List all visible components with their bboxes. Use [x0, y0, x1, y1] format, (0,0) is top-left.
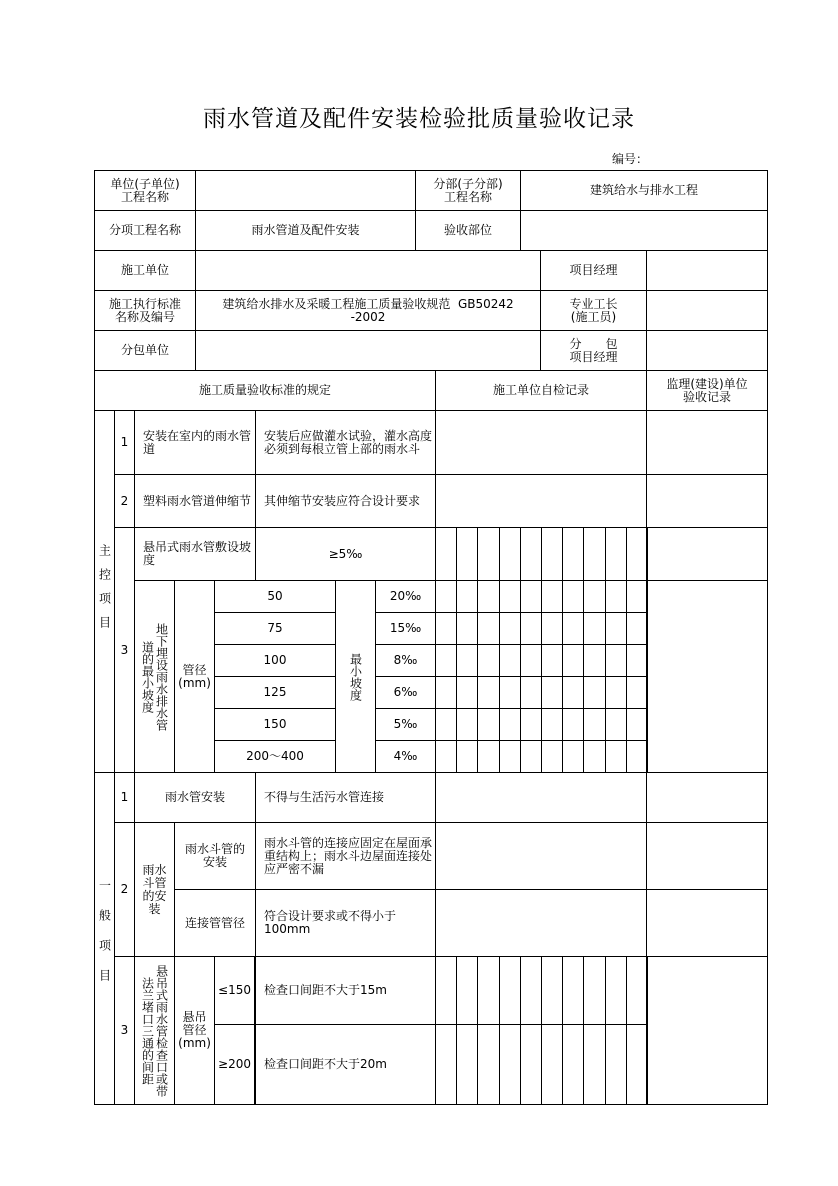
self-check-cell[interactable] — [583, 612, 605, 645]
slope-row-diameter: 150 — [214, 708, 336, 741]
self-check-column-header: 施工单位自检记录 — [435, 370, 647, 411]
hanging-diameter-label: 悬吊管径(mm) — [174, 956, 215, 1105]
connect-pipe-diameter-self-check[interactable] — [435, 889, 647, 957]
self-check-cell[interactable] — [456, 644, 478, 677]
slope-row-diameter: 75 — [214, 612, 336, 645]
self-check-cell[interactable] — [477, 612, 499, 645]
self-check-cell[interactable] — [583, 708, 605, 741]
self-check-cell[interactable] — [435, 676, 457, 709]
project-manager-label: 项目经理 — [540, 250, 647, 291]
subcontractor-value[interactable] — [195, 330, 541, 371]
self-check-cell[interactable] — [605, 580, 627, 613]
general-item-3-no: 3 — [114, 956, 135, 1105]
self-check-cell[interactable] — [562, 708, 584, 741]
self-check-cell[interactable] — [541, 956, 563, 1025]
slope-row-value: 5‰ — [375, 708, 436, 741]
self-check-cell[interactable] — [562, 956, 584, 1025]
self-check-cell[interactable] — [541, 580, 563, 613]
self-check-cell[interactable] — [499, 956, 521, 1025]
main-item-2-requirement: 其伸缩节安装应符合设计要求 — [255, 474, 436, 528]
self-check-cell[interactable] — [435, 644, 457, 677]
subitem-name-value[interactable]: 雨水管道及配件安装 — [195, 210, 416, 251]
slope-row-value: 8‰ — [375, 644, 436, 677]
slope-row-diameter: 125 — [214, 676, 336, 709]
self-check-cell[interactable] — [626, 1024, 648, 1105]
general-item-2-name: 雨水斗管的安装 — [134, 822, 175, 957]
self-check-cell[interactable] — [605, 527, 627, 581]
self-check-cell[interactable] — [435, 527, 457, 581]
self-check-cell[interactable] — [435, 956, 457, 1025]
self-check-cell[interactable] — [477, 1024, 499, 1105]
self-check-cell[interactable] — [499, 708, 521, 741]
self-check-cell[interactable] — [499, 740, 521, 773]
general-item-1-requirement: 不得与生活污水管连接 — [255, 772, 436, 823]
supervision-column-header: 监理(建设)单位 验收记录 — [646, 370, 768, 411]
subitem-name-label: 分项工程名称 — [94, 210, 196, 251]
main-item-2-self-check[interactable] — [435, 474, 647, 528]
slope-row-value: 15‰ — [375, 612, 436, 645]
self-check-cell[interactable] — [456, 708, 478, 741]
self-check-cell[interactable] — [626, 676, 648, 709]
self-check-cell[interactable] — [456, 1024, 478, 1105]
general-items-group-label: 一般项目 — [94, 772, 115, 1105]
general-item-1-name: 雨水管安装 — [134, 772, 256, 823]
pipe-diameter-label: 管径(mm) — [174, 580, 215, 773]
self-check-cell[interactable] — [562, 1024, 584, 1105]
unit-name-value[interactable] — [195, 170, 416, 211]
self-check-cell[interactable] — [520, 527, 542, 581]
cleanout-row-requirement: 检查口间距不大于15m — [255, 956, 436, 1025]
self-check-cell[interactable] — [583, 1024, 605, 1105]
self-check-cell[interactable] — [456, 527, 478, 581]
main-item-3-no — [114, 527, 135, 773]
self-check-cell[interactable] — [499, 644, 521, 677]
self-check-cell[interactable] — [456, 612, 478, 645]
cleanout-spacing-name: 悬吊式雨水管检查口或带法兰堵口三通的间距 — [134, 956, 175, 1105]
connect-pipe-diameter-requirement: 符合设计要求或不得小于100mm — [255, 889, 436, 957]
slope-row-value: 20‰ — [375, 580, 436, 613]
buried-slope-supervision[interactable] — [646, 580, 768, 773]
self-check-cell[interactable] — [626, 956, 648, 1025]
self-check-cell[interactable] — [605, 644, 627, 677]
self-check-cell[interactable] — [626, 580, 648, 613]
self-check-cell[interactable] — [520, 708, 542, 741]
standard-value[interactable]: 建筑给水排水及采暖工程施工质量验收规范 GB50242 -2002 — [195, 290, 541, 331]
inspection-part-label: 验收部位 — [415, 210, 521, 251]
inspection-part-value[interactable] — [520, 210, 768, 251]
self-check-cell[interactable] — [499, 612, 521, 645]
rain-bucket-install-supervision[interactable] — [646, 822, 768, 890]
slope-row-diameter: 200～400 — [214, 740, 336, 773]
self-check-cell[interactable] — [541, 1024, 563, 1105]
slope-row-diameter: 100 — [214, 644, 336, 677]
hanging-slope-name: 悬吊式雨水管敷设坡度 — [134, 527, 256, 581]
self-check-cell[interactable] — [562, 580, 584, 613]
self-check-cell[interactable] — [562, 740, 584, 773]
cleanout-spacing-supervision[interactable] — [646, 956, 768, 1105]
self-check-cell[interactable] — [562, 644, 584, 677]
project-manager-value[interactable] — [646, 250, 768, 291]
self-check-cell[interactable] — [583, 740, 605, 773]
rain-bucket-install-name: 雨水斗管的安装 — [174, 822, 256, 890]
self-check-cell[interactable] — [520, 644, 542, 677]
cleanout-row-requirement: 检查口间距不大于20m — [255, 1024, 436, 1105]
main-item-2-name: 塑料雨水管道伸缩节 — [134, 474, 256, 528]
self-check-cell[interactable] — [583, 580, 605, 613]
self-check-cell[interactable] — [456, 956, 478, 1025]
self-check-cell[interactable] — [626, 644, 648, 677]
self-check-cell[interactable] — [605, 740, 627, 773]
general-item-1-no: 1 — [114, 772, 135, 823]
self-check-cell[interactable] — [477, 580, 499, 613]
self-check-cell[interactable] — [520, 740, 542, 773]
self-check-cell[interactable] — [520, 676, 542, 709]
standard-column-header: 施工质量验收标准的规定 — [94, 370, 436, 411]
min-slope-label: 最小坡度 — [335, 580, 376, 773]
self-check-cell[interactable] — [583, 956, 605, 1025]
main-item-1-requirement: 安装后应做灌水试验，灌水高度必须到每根立管上部的雨水斗 — [255, 410, 436, 475]
self-check-cell[interactable] — [520, 1024, 542, 1105]
slope-row-value: 4‰ — [375, 740, 436, 773]
self-check-cell[interactable] — [626, 527, 648, 581]
self-check-cell[interactable] — [435, 612, 457, 645]
self-check-cell[interactable] — [541, 676, 563, 709]
self-check-cell[interactable] — [499, 676, 521, 709]
general-item-2-no: 2 — [114, 822, 135, 957]
hanging-slope-requirement: ≥5‰ — [255, 527, 436, 581]
rain-bucket-install-requirement: 雨水斗管的连接应固定在屋面承重结构上；雨水斗边屋面连接处应严密不漏 — [255, 822, 436, 890]
self-check-cell[interactable] — [499, 580, 521, 613]
self-check-cell[interactable] — [520, 580, 542, 613]
main-item-3-no-text: 3 — [120, 642, 129, 657]
main-item-1-supervision[interactable] — [646, 410, 768, 475]
self-check-cell[interactable] — [541, 644, 563, 677]
self-check-cell[interactable] — [456, 676, 478, 709]
division-name-value[interactable]: 建筑给水与排水工程 — [520, 170, 768, 211]
main-items-group-label: 主控项目 — [94, 410, 115, 773]
sub-pm-label: 分 包 项目经理 — [540, 330, 647, 371]
contractor-label: 施工单位 — [94, 250, 196, 291]
self-check-cell[interactable] — [605, 1024, 627, 1105]
foreman-label: 专业工长 (施工员) — [540, 290, 647, 331]
self-check-cell[interactable] — [435, 740, 457, 773]
main-item-2-supervision[interactable] — [646, 474, 768, 528]
unit-name-label: 单位(子单位) 工程名称 — [94, 170, 196, 211]
self-check-cell[interactable] — [626, 740, 648, 773]
self-check-cell[interactable] — [435, 708, 457, 741]
self-check-cell[interactable] — [477, 644, 499, 677]
standard-label: 施工执行标准 名称及编号 — [94, 290, 196, 331]
self-check-cell[interactable] — [626, 708, 648, 741]
self-check-cell[interactable] — [456, 580, 478, 613]
self-check-cell[interactable] — [477, 956, 499, 1025]
self-check-cell[interactable] — [541, 612, 563, 645]
page-title: 雨水管道及配件安装检验批质量验收记录 — [203, 106, 635, 132]
main-item-2-no: 2 — [114, 474, 135, 528]
self-check-cell[interactable] — [605, 956, 627, 1025]
self-check-cell[interactable] — [541, 527, 563, 581]
self-check-cell[interactable] — [626, 612, 648, 645]
slope-row-value: 6‰ — [375, 676, 436, 709]
cleanout-row-diameter: ≥200 — [214, 1024, 255, 1105]
foreman-value[interactable] — [646, 290, 768, 331]
main-item-1-no: 1 — [114, 410, 135, 475]
cleanout-row-diameter: ≤150 — [214, 956, 255, 1025]
self-check-cell[interactable] — [541, 708, 563, 741]
rain-bucket-install-self-check[interactable] — [435, 822, 647, 890]
self-check-cell[interactable] — [477, 676, 499, 709]
self-check-cell[interactable] — [562, 612, 584, 645]
self-check-cell[interactable] — [583, 527, 605, 581]
self-check-cell[interactable] — [541, 740, 563, 773]
contractor-value[interactable] — [195, 250, 541, 291]
connect-pipe-diameter-supervision[interactable] — [646, 889, 768, 957]
self-check-cell[interactable] — [477, 708, 499, 741]
general-item-1-self-check[interactable] — [435, 772, 647, 823]
self-check-cell[interactable] — [605, 676, 627, 709]
self-check-cell[interactable] — [477, 740, 499, 773]
self-check-cell[interactable] — [562, 527, 584, 581]
division-name-label: 分部(子分部) 工程名称 — [415, 170, 521, 211]
self-check-cell[interactable] — [605, 612, 627, 645]
hanging-slope-supervision[interactable] — [646, 527, 768, 581]
document-number-label: 编号： — [612, 152, 649, 166]
self-check-cell[interactable] — [520, 956, 542, 1025]
self-check-cell[interactable] — [520, 612, 542, 645]
buried-slope-name: 地下埋设雨水排水管道的最小坡度 — [134, 580, 175, 773]
self-check-cell[interactable] — [562, 676, 584, 709]
self-check-cell[interactable] — [499, 1024, 521, 1105]
slope-row-diameter: 50 — [214, 580, 336, 613]
self-check-cell[interactable] — [435, 580, 457, 613]
main-item-1-name: 安装在室内的雨水管道 — [134, 410, 256, 475]
subcontractor-label: 分包单位 — [94, 330, 196, 371]
self-check-cell[interactable] — [499, 527, 521, 581]
connect-pipe-diameter-name: 连接管管径 — [174, 889, 256, 957]
self-check-cell[interactable] — [583, 644, 605, 677]
self-check-cell[interactable] — [583, 676, 605, 709]
sub-pm-value[interactable] — [646, 330, 768, 371]
self-check-cell[interactable] — [435, 1024, 457, 1105]
self-check-cell[interactable] — [477, 527, 499, 581]
general-item-1-supervision[interactable] — [646, 772, 768, 823]
self-check-cell[interactable] — [605, 708, 627, 741]
self-check-cell[interactable] — [456, 740, 478, 773]
main-item-1-self-check[interactable] — [435, 410, 647, 475]
